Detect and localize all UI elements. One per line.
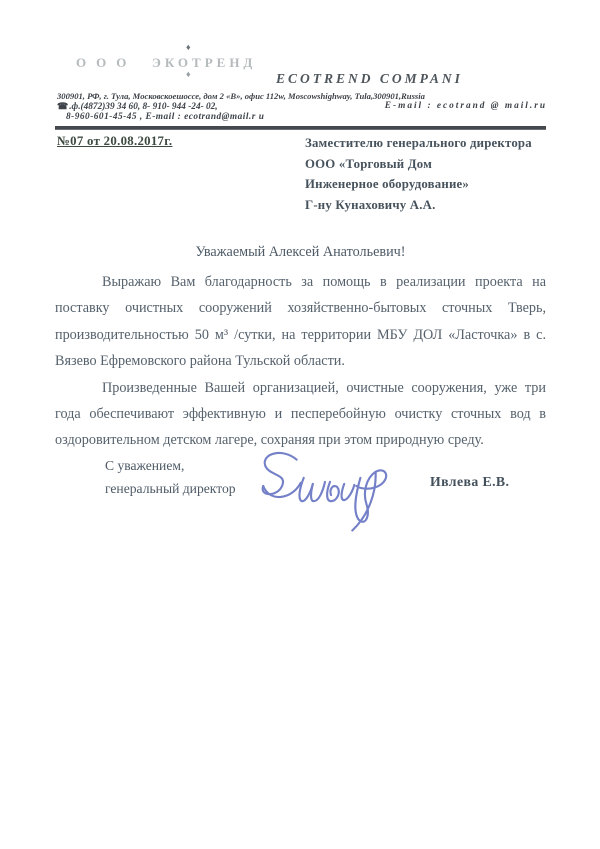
letter-body [55, 269, 546, 454]
salutation: Уважаемый Алексей Анатольевич! [195, 244, 406, 260]
logo-ornament-bottom-icon: ♦ [186, 69, 191, 79]
phone-line2-text: 8-960-601-45-45 , E-mail : ecotrand@mail.r u [66, 112, 265, 122]
phone-icon: ☎ [57, 101, 69, 111]
logo-company-text: ЭКОТРЕНД [152, 55, 257, 70]
logo-ornament-top-icon: ♦ [186, 42, 191, 52]
recipient-line: Инженерное оборудование» [305, 177, 469, 191]
phone-line1-text: .ф.(4872)39 34 60, 8- 910- 944 -24- 02, [69, 102, 218, 112]
closing-title: генеральный директор [105, 481, 236, 496]
body-paragraph: Выражаю Вам благодарность за помощь в реализации проекта на поставку очистных сооружений хозяйственно-бытовых сточных Тверь, производительностью 50 м³ /сутки, на территории МБУ ДОЛ «Ласточка» в с. Вязево Ефремовского района Тульской области. [55, 274, 546, 370]
reference-number-date: №07 от 20.08.2017г. [57, 134, 173, 148]
signature-handwriting [246, 444, 408, 536]
recipient-line: ООО «Торговый Дом [305, 156, 433, 171]
company-name-english: ECOTREND COMPANI [276, 71, 463, 86]
contact-row [57, 101, 547, 112]
body-paragraph: Произведенные Вашей организацией, очистные сооружения, уже три года обеспечивают эффективную и песперебойную очистку сточных вод в оздоровительном детском лагере, сохраняя при этом природную среду. [55, 379, 546, 449]
letterhead-divider [55, 126, 546, 130]
recipient-line: Г-ну Кунаховичу А.А. [305, 197, 436, 212]
recipient-block [305, 133, 565, 215]
recipient-line: Заместителю генерального директора [305, 136, 532, 150]
signer-name: Ивлева Е.В. [430, 474, 510, 489]
phone-numbers [57, 101, 218, 112]
logo-ooo-text: ООО [76, 55, 137, 70]
email-address: E-mail : ecotrand @ mail.ru [384, 101, 547, 111]
closing-regards: С уважением, [105, 458, 185, 473]
closing-block [105, 454, 236, 500]
company-address: 300901, РФ, г. Тула, Московскоешоссе, дом 2 «В», офис 112w, Moscowshighway, Tula,300901,Russia [57, 91, 425, 101]
